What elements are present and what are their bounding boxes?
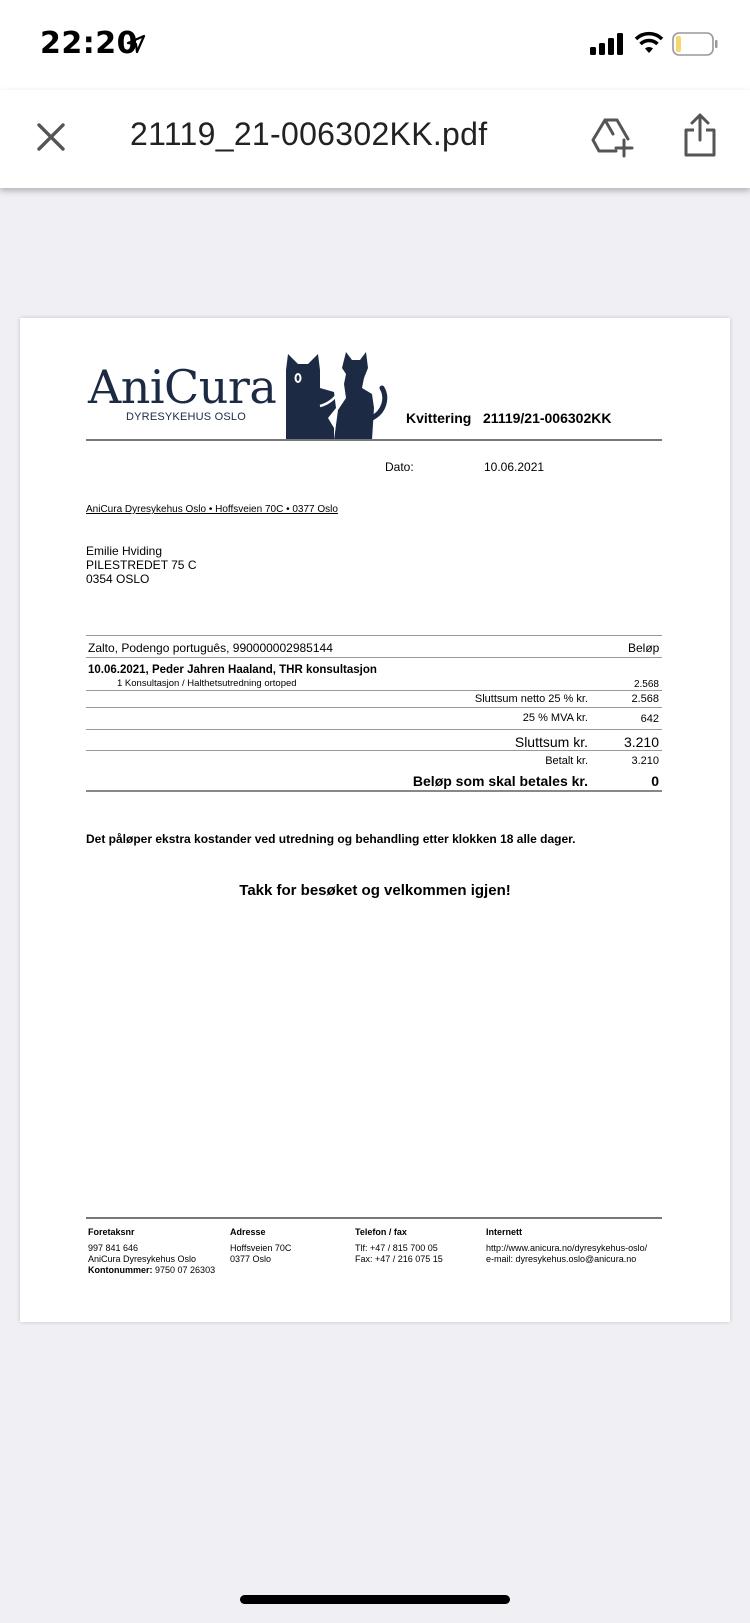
footer-company-column: [88, 1227, 215, 1276]
logo-wordmark: AniCura: [88, 360, 277, 414]
patient-line: Zalto, Podengo português, 990000002985144: [88, 641, 333, 655]
footer-street: Hoffsveien 70C: [230, 1243, 292, 1253]
document-title: 21119_21-006302KK.pdf: [130, 116, 488, 152]
cellular-signal-icon: [590, 33, 626, 55]
footer-city: 0377 Oslo: [230, 1254, 272, 1264]
total-label: Sluttsum kr.: [514, 734, 588, 750]
item-amount: 2.568: [633, 679, 659, 690]
status-bar: [0, 0, 750, 90]
net-value: 2.568: [631, 693, 659, 705]
footer-internet-header: Internett: [486, 1227, 522, 1237]
footer-phone-header: Telefon / fax: [355, 1227, 407, 1237]
recipient-city: 0354 OSLO: [86, 572, 150, 586]
status-time: 22:20: [40, 26, 138, 61]
home-indicator[interactable]: [240, 1595, 510, 1604]
receipt-title: [406, 410, 611, 426]
thank-you-message: Takk for besøket og velkommen igjen!: [239, 882, 511, 899]
date-label: Dato:: [385, 460, 414, 474]
vat-rule: [86, 729, 662, 730]
pdf-page: [20, 318, 730, 1322]
vat-label: 25 % MVA kr.: [522, 712, 588, 724]
paid-label: Betalt kr.: [545, 755, 588, 767]
pdf-viewer-toolbar: [0, 90, 750, 188]
add-to-drive-icon[interactable]: [590, 116, 634, 158]
visit-line: 10.06.2021, Peder Jahren Haaland, THR konsultasjon: [88, 664, 377, 676]
item-line: 1 Konsultasjon / Halthetsutredning ortoped: [117, 678, 297, 689]
wifi-icon: [634, 31, 664, 55]
footer-account-label: Kontonummer:: [88, 1265, 153, 1275]
footer-account: [88, 1265, 215, 1276]
paid-value: 3.210: [631, 755, 659, 767]
footer-account-value: 9750 07 26303: [155, 1265, 216, 1275]
footer-org-number: 997 841 646: [88, 1243, 139, 1253]
items-rule: [86, 690, 662, 691]
footer-phone-column: [355, 1227, 443, 1265]
footer-internet-column: [486, 1227, 647, 1265]
receipt-number: 21119/21-006302KK: [483, 410, 612, 426]
share-icon[interactable]: [682, 112, 718, 158]
logo-subtitle: DYRESYKEHUS OSLO: [126, 411, 246, 423]
table-header-rule: [86, 657, 662, 658]
vat-value: 642: [640, 713, 659, 725]
footer-email[interactable]: e-mail: dyresykehus.oslo@anicura.no: [486, 1254, 637, 1264]
footer-company-name: AniCura Dyresykehus Oslo: [88, 1254, 197, 1264]
after-hours-notice: Det påløper ekstra kostander ved utredning og behandling etter klokken 18 alle dager.: [86, 832, 576, 846]
header-divider: [86, 439, 662, 441]
battery-icon: [672, 32, 718, 56]
footer-fax: Fax: +47 / 216 075 15: [355, 1254, 443, 1264]
total-rule: [86, 750, 662, 751]
footer-company-header: Foretaksnr: [88, 1227, 135, 1237]
footer-phone: Tlf: +47 / 815 700 05: [355, 1243, 438, 1253]
sender-address-line: AniCura Dyresykehus Oslo • Hoffsveien 70C • 0377 Oslo: [86, 504, 338, 515]
amount-due-rule: [86, 790, 662, 792]
net-label: Sluttsum netto 25 % kr.: [474, 693, 588, 705]
location-arrow-icon: [126, 34, 146, 54]
amount-due-value: 0: [651, 773, 659, 789]
date-value: 10.06.2021: [484, 460, 545, 474]
receipt-label: Kvittering: [406, 410, 472, 426]
table-top-rule: [86, 635, 662, 636]
footer-address-column: [230, 1227, 291, 1265]
footer-website[interactable]: http://www.anicura.no/dyresykehus-oslo/: [486, 1243, 648, 1253]
recipient-street: PILESTREDET 75 C: [86, 558, 197, 572]
anicura-cats-logo-icon: [276, 348, 394, 440]
net-rule: [86, 707, 662, 708]
amount-due-label: Beløp som skal betales kr.: [412, 773, 588, 789]
recipient-name: Emilie Hviding: [86, 544, 163, 558]
footer-address-header: Adresse: [230, 1227, 266, 1237]
footer-divider: [86, 1217, 662, 1219]
close-icon[interactable]: [34, 120, 68, 154]
total-value: 3.210: [623, 734, 659, 750]
amount-header: Beløp: [628, 641, 660, 655]
